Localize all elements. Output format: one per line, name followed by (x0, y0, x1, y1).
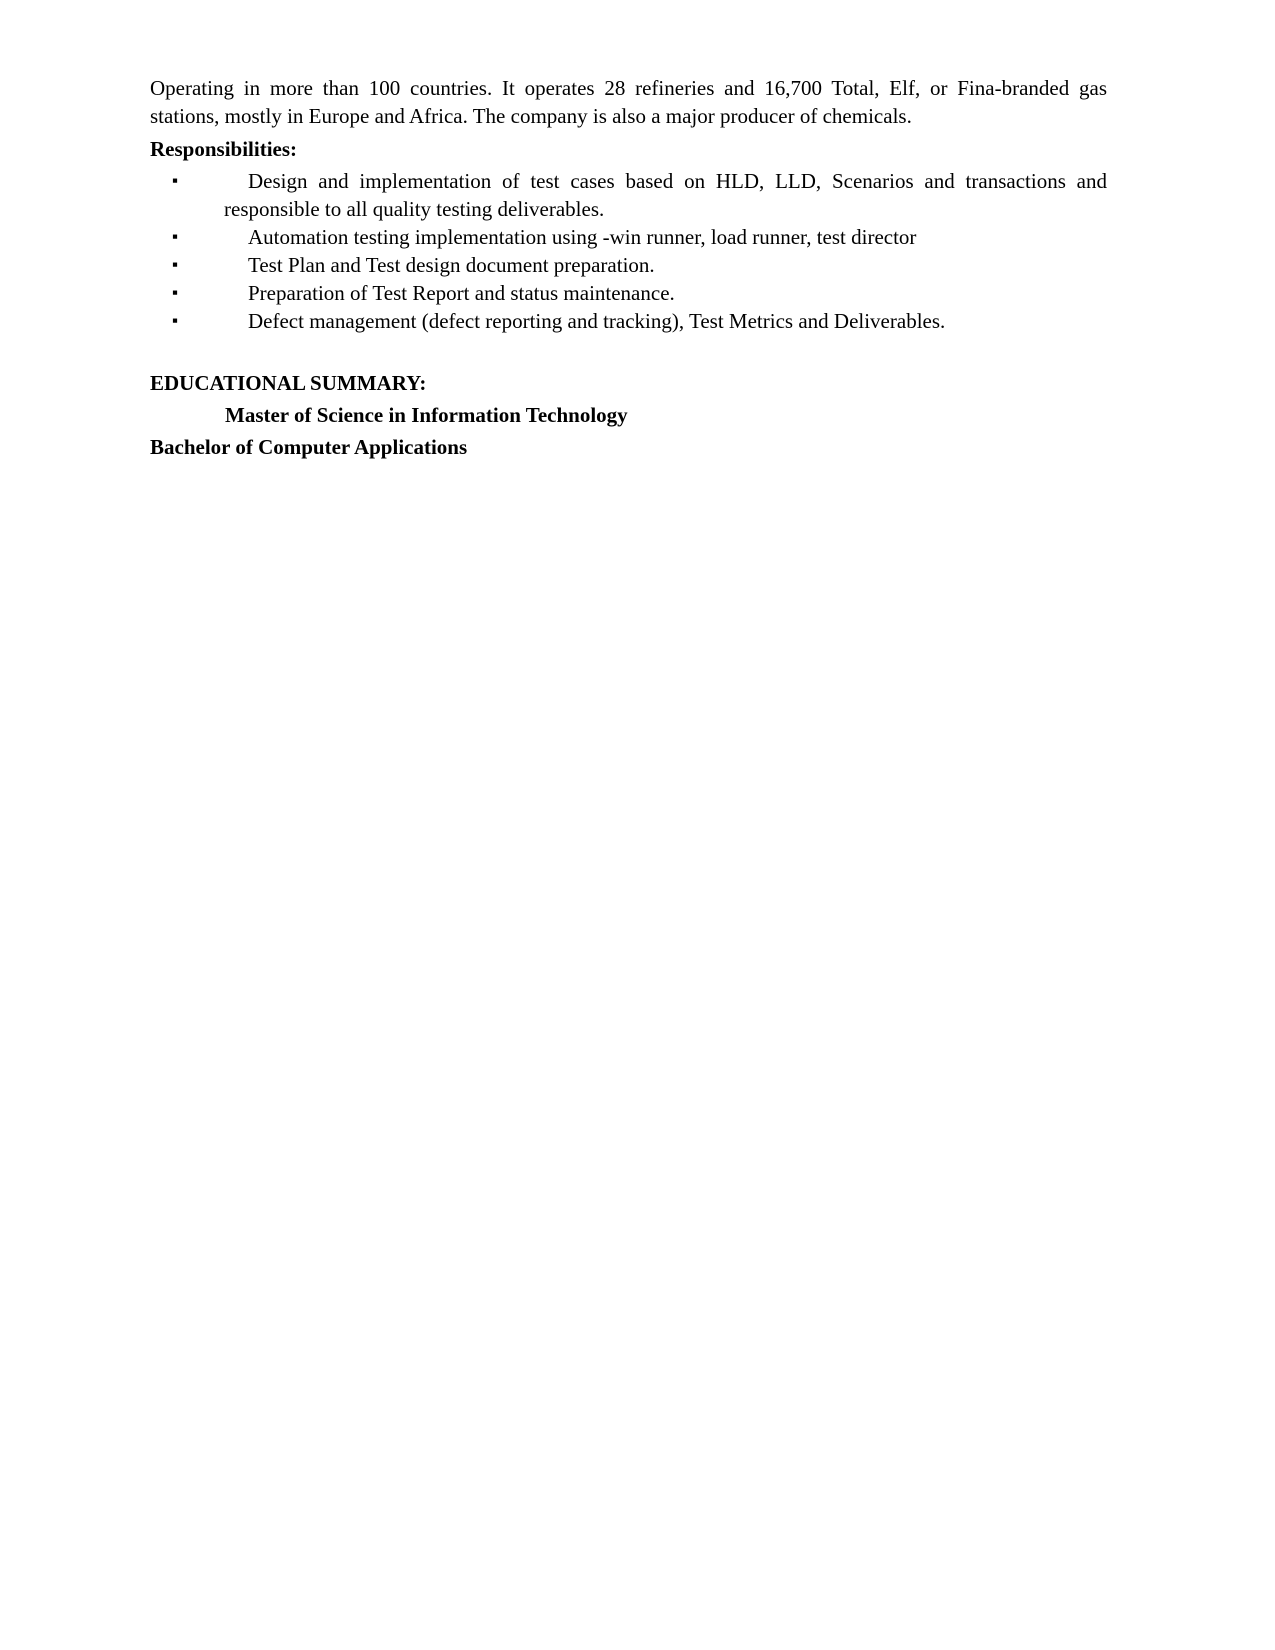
intro-paragraph: Operating in more than 100 countries. It operates 28 refineries and 16,700 Total, Elf, or Fina-branded gas stations, mostly in Europe and Africa. The company is also a major producer of chemicals. (150, 76, 1107, 128)
education-heading: EDUCATIONAL SUMMARY: (150, 371, 427, 395)
degree-masters: Master of Science in Information Technology (225, 403, 628, 427)
list-item-text: Design and implementation of test cases based on HLD, LLD, Scenarios and transactions and responsible to all quality testing deliverables. (224, 169, 1107, 221)
list-item-text: Defect management (defect reporting and tracking), Test Metrics and Deliverables. (248, 309, 946, 333)
responsibilities-heading: Responsibilities: (150, 137, 298, 161)
bullet-icon: ▪ (172, 255, 179, 274)
degree-bachelors: Bachelor of Computer Applications (150, 435, 468, 459)
list-item-text: Preparation of Test Report and status maintenance. (248, 281, 675, 305)
list-item (150, 167, 1107, 223)
responsibilities-list (150, 167, 1107, 335)
bullet-icon: ▪ (172, 227, 179, 246)
bullet-icon: ▪ (172, 311, 179, 330)
list-item-text: Test Plan and Test design document preparation. (248, 253, 655, 277)
list-item (150, 279, 1107, 307)
list-item-text: Automation testing implementation using -win runner, load runner, test director (248, 225, 917, 249)
page-content (150, 74, 1107, 463)
list-item (150, 307, 1107, 335)
bullet-icon: ▪ (172, 283, 179, 302)
list-item (150, 251, 1107, 279)
bullet-icon: ▪ (172, 171, 179, 190)
list-item (150, 223, 1107, 251)
